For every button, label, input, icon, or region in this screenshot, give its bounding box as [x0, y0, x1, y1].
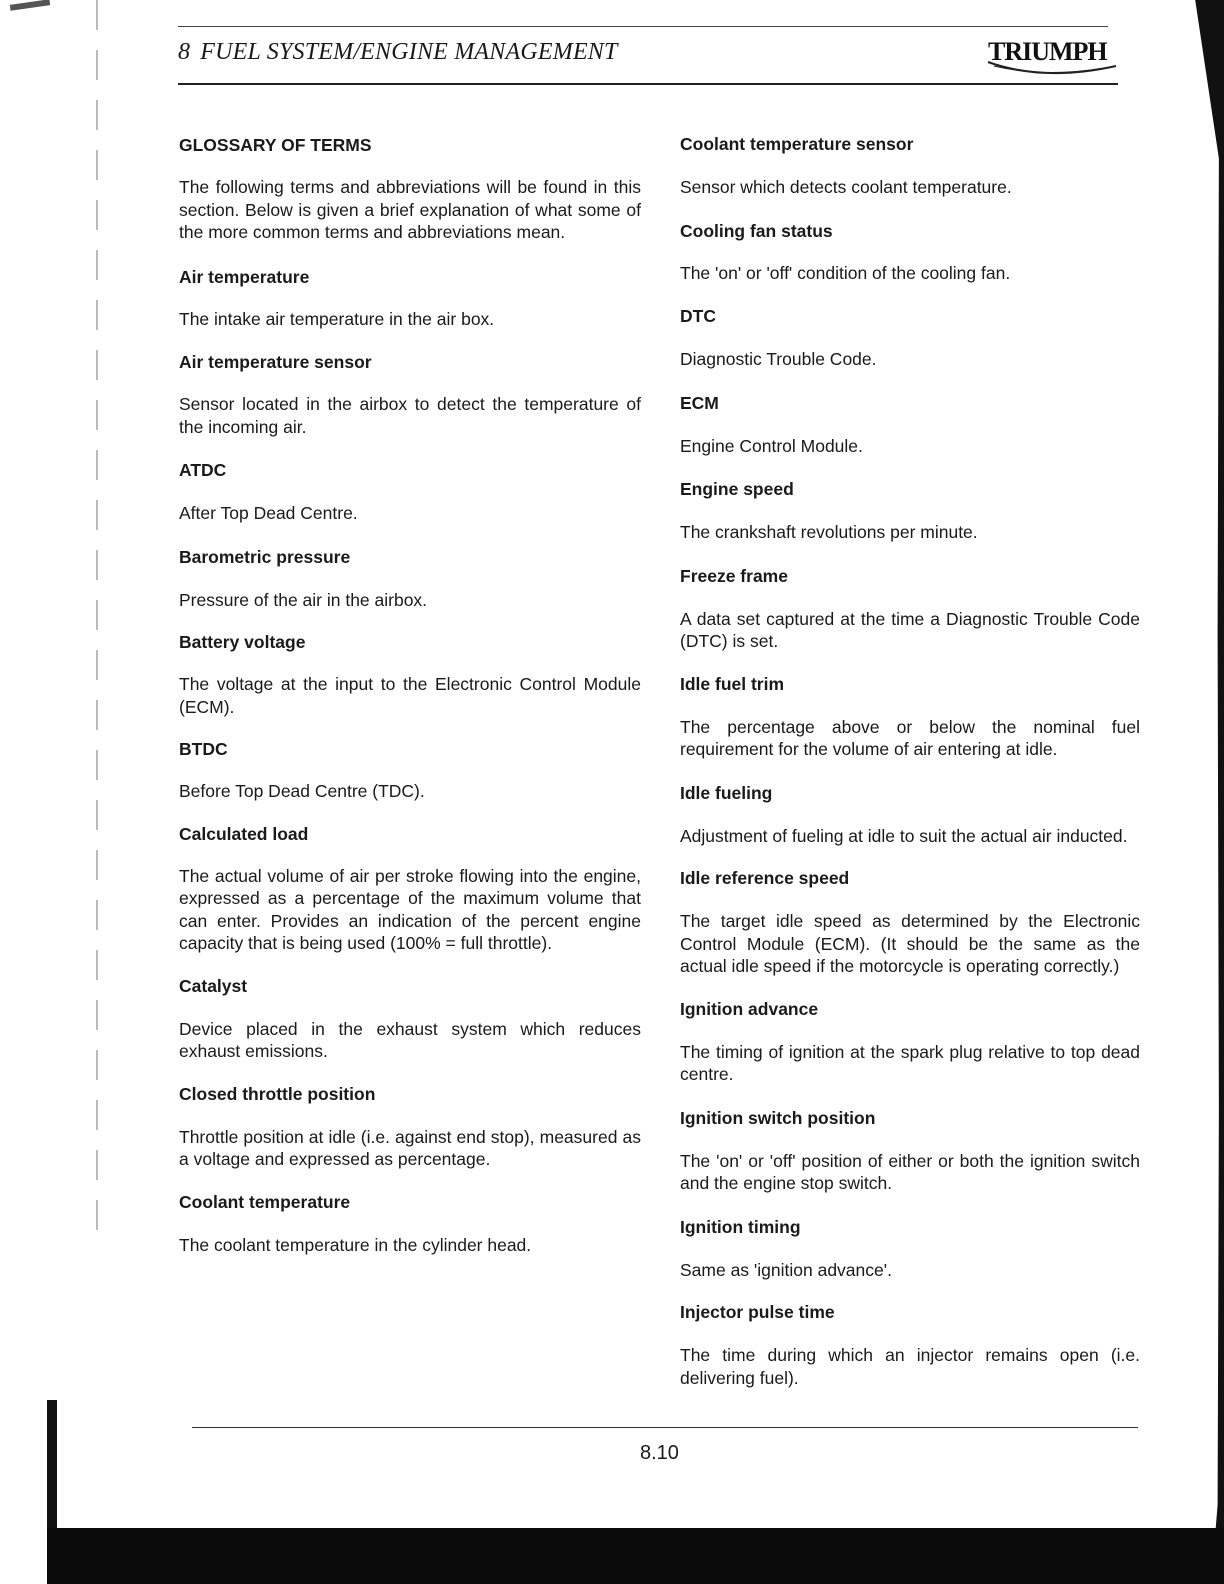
term-definition: The actual volume of air per stroke flowing into the engine, expressed as a percentage of the maximum volume that can enter. Provides an indication of the percent engine capacity that is being used (100% = full throttle). — [179, 865, 641, 953]
header-rule — [178, 83, 1118, 85]
term-heading: Calculated load — [179, 823, 309, 844]
term-definition: Same as 'ignition advance'. — [680, 1259, 892, 1280]
term-definition: The crankshaft revolutions per minute. — [680, 522, 978, 542]
term-heading: Coolant temperature — [179, 1191, 351, 1212]
term-definition: The intake air temperature in the air box. — [179, 308, 495, 329]
brand-wordmark: TRIUMPH — [988, 37, 1107, 66]
term-heading: Engine speed — [680, 479, 794, 499]
term-definition: Pressure of the air in the airbox. — [179, 589, 428, 610]
term-heading: Idle fueling — [680, 782, 773, 803]
term-definition: The 'on' or 'off' condition of the cooling fan. — [680, 262, 1011, 283]
term-definition: The time during which an injector remains open (i.e. delivering fuel). — [680, 1345, 1140, 1388]
term-heading: BTDC — [179, 739, 228, 759]
triumph-logo — [984, 32, 1120, 76]
term-heading: Battery voltage — [179, 632, 306, 652]
term-definition: Diagnostic Trouble Code. — [680, 349, 877, 369]
term-definition: The 'on' or 'off' position of either or both the ignition switch and the engine stop switch. — [680, 1150, 1140, 1193]
term-heading: Air temperature — [179, 266, 310, 287]
glossary-right-column — [680, 132, 1140, 1389]
scan-binding-marks — [96, 0, 98, 1240]
term-heading: Ignition switch position — [680, 1107, 876, 1128]
term-definition: Engine Control Module. — [680, 435, 863, 456]
footer-rule — [192, 1427, 1138, 1428]
term-definition: A data set captured at the time a Diagnostic Trouble Code (DTC) is set. — [680, 608, 1140, 651]
page-title — [178, 39, 618, 66]
page-header — [178, 26, 1118, 86]
term-definition: The voltage at the input to the Electronic Control Module (ECM). — [179, 674, 641, 717]
term-heading: ATDC — [179, 460, 227, 480]
glossary-heading: GLOSSARY OF TERMS — [179, 135, 372, 155]
term-definition: The target idle speed as determined by the Electronic Control Module (ECM). (It should be the same as the actual idle speed if the motorcycle is operating correctly.) — [680, 911, 1140, 976]
scan-margin — [0, 0, 48, 1584]
term-heading: Closed throttle position — [179, 1083, 376, 1104]
term-heading: Idle reference speed — [680, 868, 850, 888]
term-heading: Ignition advance — [680, 998, 819, 1019]
term-definition: Throttle position at idle (i.e. against end stop), measured as a voltage and expressed as percentage. — [179, 1126, 641, 1169]
term-heading: Air temperature sensor — [179, 352, 372, 372]
term-heading: Idle fuel trim — [680, 673, 785, 694]
term-definition: The coolant temperature in the cylinder head. — [179, 1234, 532, 1255]
term-definition: Device placed in the exhaust system which reduces exhaust emissions. — [179, 1018, 641, 1061]
glossary-left-column — [179, 132, 641, 1256]
term-definition: Sensor which detects coolant temperature. — [680, 177, 1012, 197]
term-heading: DTC — [680, 306, 716, 326]
term-heading: Catalyst — [179, 975, 248, 996]
term-definition: The percentage above or below the nominal fuel requirement for the volume of air entering at idle. — [680, 716, 1140, 759]
scan-bottom-edge — [47, 1528, 1224, 1584]
page-number: 8.10 — [640, 1442, 679, 1464]
chapter-title: FUEL SYSTEM/ENGINE MANAGEMENT — [200, 39, 618, 65]
term-definition: After Top Dead Centre. — [179, 503, 358, 523]
term-heading: Cooling fan status — [680, 220, 833, 241]
term-heading: Barometric pressure — [179, 546, 351, 567]
term-heading: Ignition timing — [680, 1216, 801, 1237]
term-heading: Freeze frame — [680, 565, 788, 586]
term-definition: Before Top Dead Centre (TDC). — [179, 781, 425, 801]
term-heading: Injector pulse time — [680, 1302, 835, 1322]
term-definition: Sensor located in the airbox to detect the temperature of the incoming air. — [179, 394, 641, 437]
chapter-number: 8 — [178, 39, 191, 65]
term-heading: ECM — [680, 392, 719, 413]
term-definition: Adjustment of fueling at idle to suit the actual air inducted. — [680, 825, 1128, 846]
term-heading: Coolant temperature sensor — [680, 134, 914, 154]
header-top-rule — [178, 26, 1108, 27]
scan-right-edge — [1160, 0, 1224, 1584]
term-definition: The timing of ignition at the spark plug relative to top dead centre. — [680, 1041, 1140, 1084]
glossary-intro: The following terms and abbreviations will be found in this section. Below is given a brief explanation of what some of the more common terms and abbreviations mean. — [179, 177, 641, 242]
